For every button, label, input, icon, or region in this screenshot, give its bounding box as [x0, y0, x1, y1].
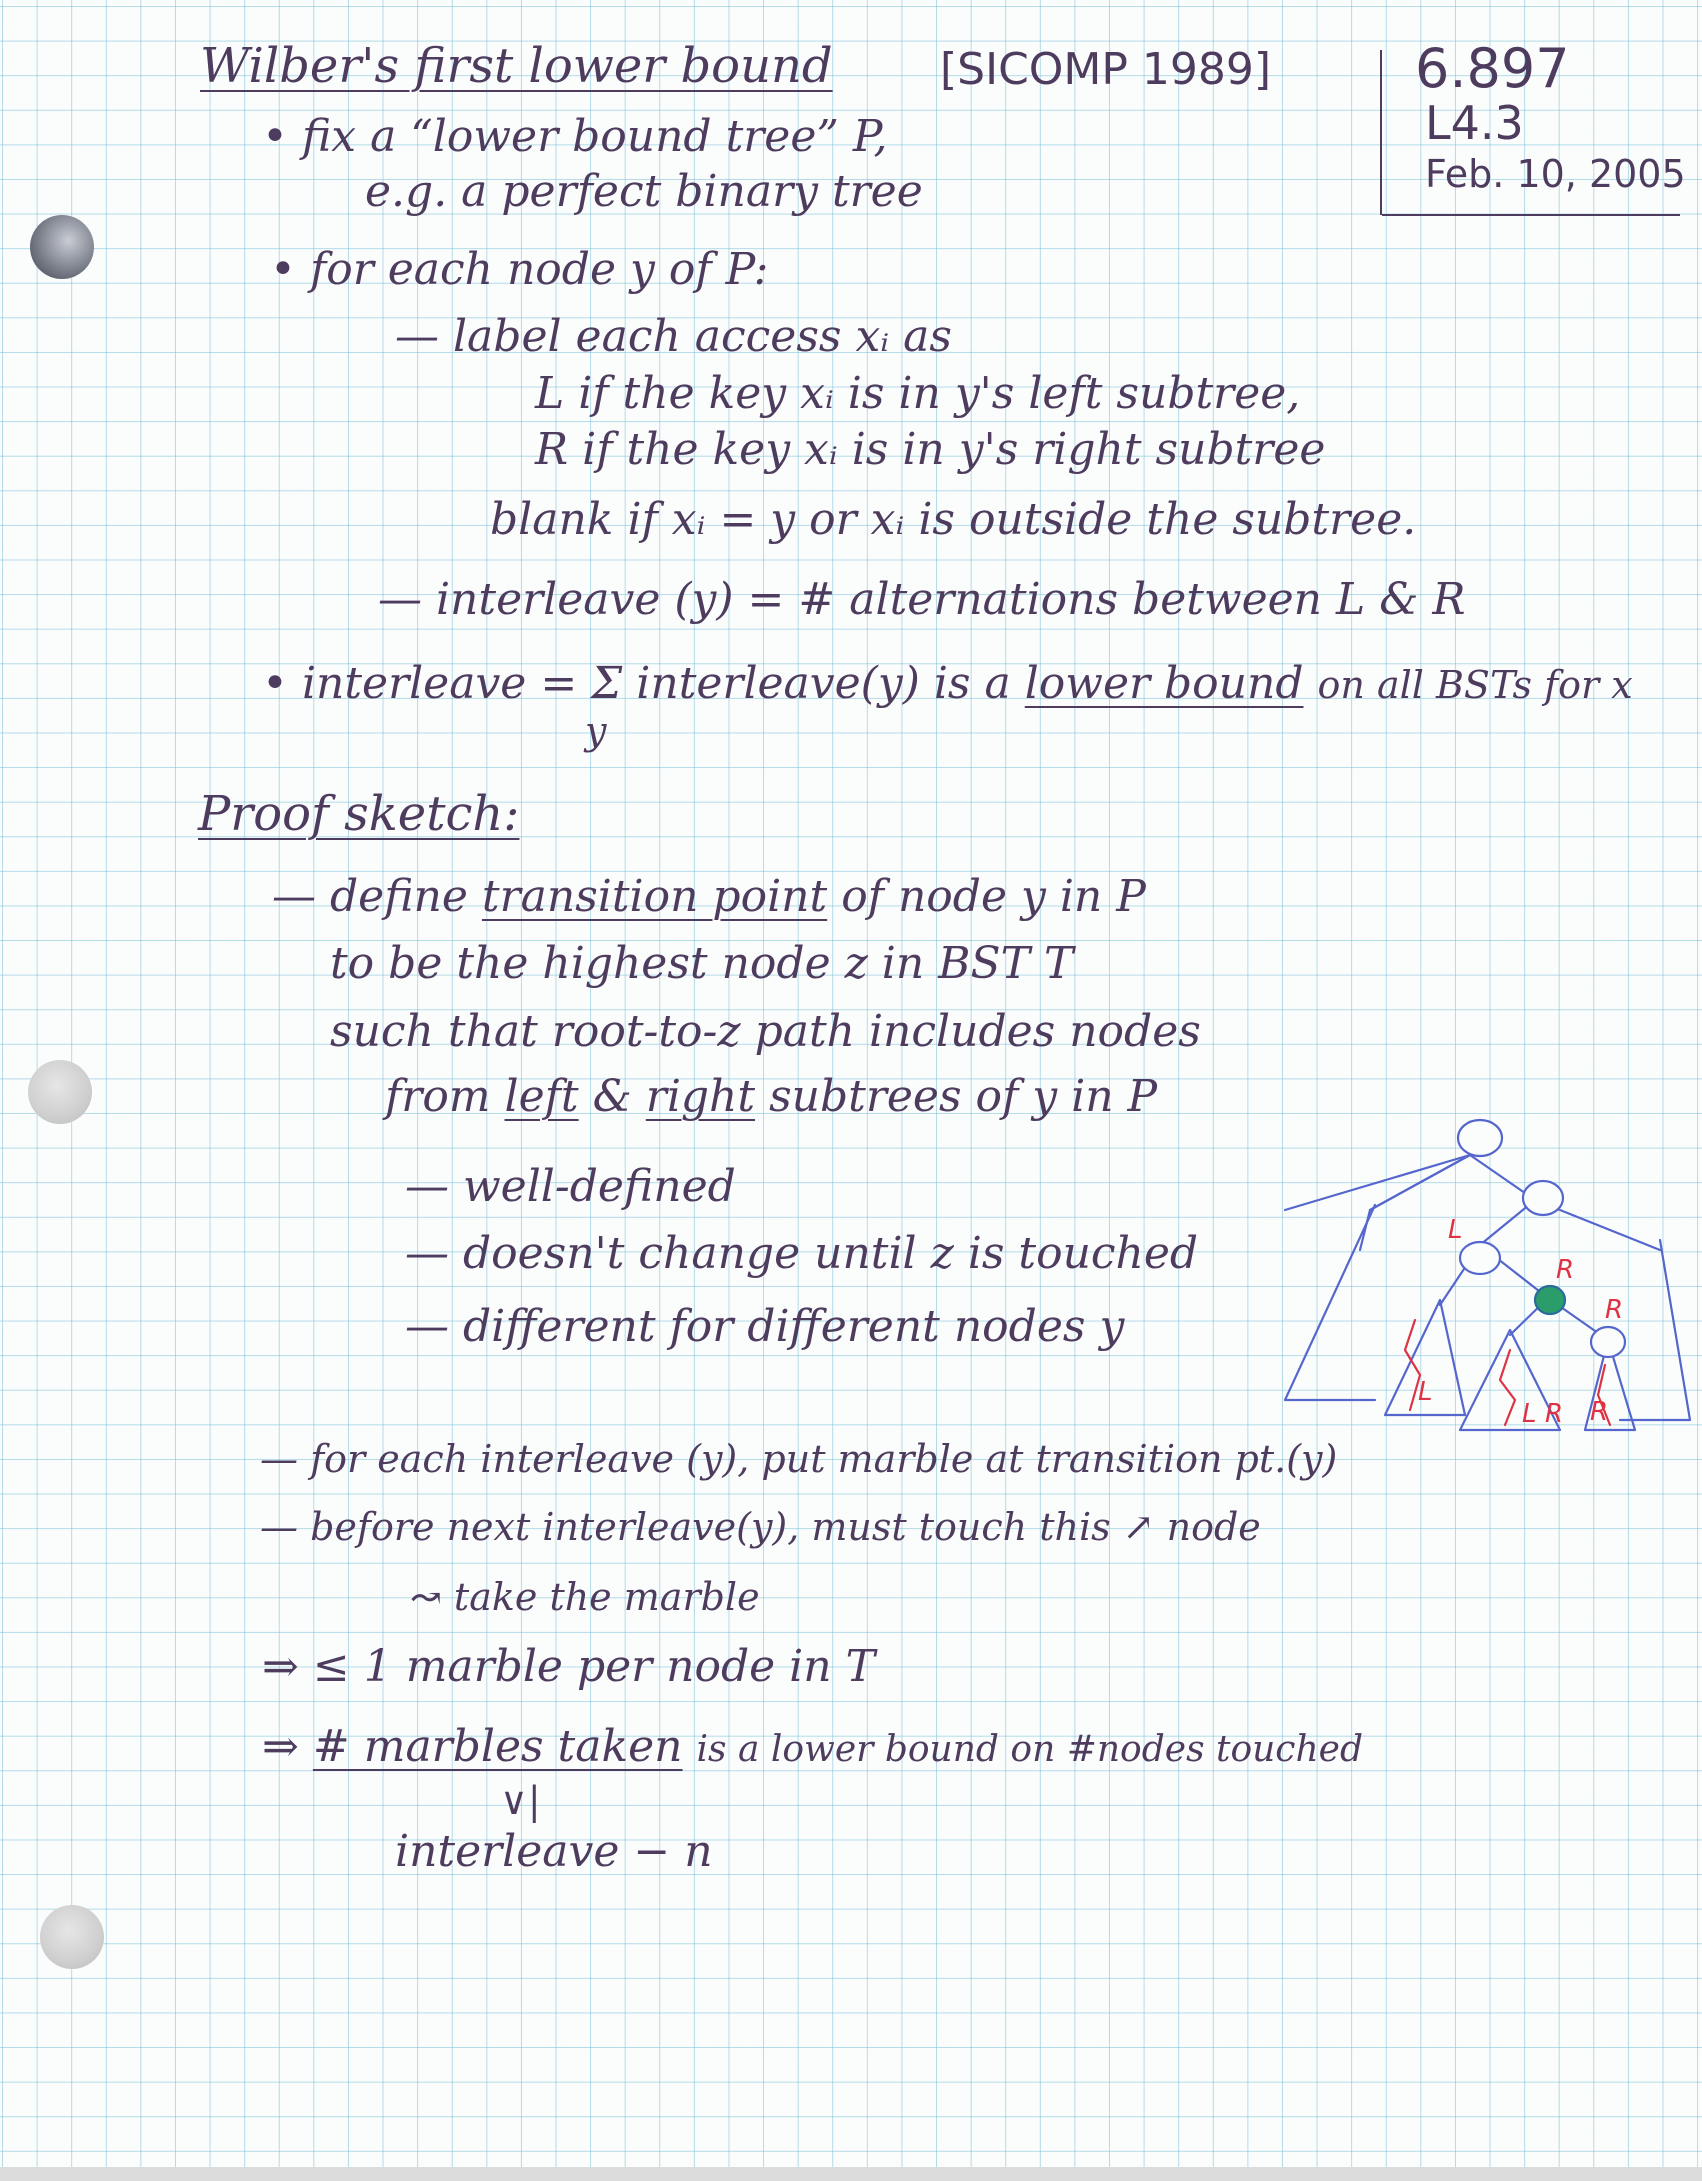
diagram-label-l: L: [1448, 1215, 1463, 1245]
tree-edge: [1285, 1155, 1470, 1210]
from-prefix: from: [385, 1071, 491, 1122]
define-prefix: — define: [272, 871, 468, 922]
r-line: R if the key xᵢ is in y's right subtree: [535, 424, 1326, 475]
interleave-sum-suffix: on all BSTs for x: [1317, 663, 1633, 707]
define-suffix: of node y in P: [841, 871, 1146, 922]
sum-index: y: [585, 709, 607, 753]
tree-edge: [1370, 1155, 1470, 1210]
geq-symbol: ∨|: [500, 1779, 541, 1823]
citation: [SICOMP 1989]: [940, 44, 1272, 95]
for-each-line: • for each node y of P:: [270, 244, 769, 295]
label-line: — label each access xᵢ as: [395, 311, 952, 362]
take-marble-line: ↝ take the marble: [410, 1575, 760, 1619]
page-title: Wilber's first lower bound: [200, 38, 833, 94]
transition-node: [1535, 1286, 1565, 1314]
such-that-line: such that root-to-z path includes nodes: [330, 1006, 1201, 1057]
from-suffix: subtrees of y in P: [769, 1071, 1158, 1122]
blank-line: blank if xᵢ = y or xᵢ is outside the subtree.: [490, 494, 1417, 545]
marbles-suffix: is a lower bound on #nodes touched: [696, 1729, 1364, 1770]
diagram-label-l: L: [1522, 1399, 1537, 1429]
proof-heading: Proof sketch:: [198, 786, 520, 842]
transition-point-term: transition point: [481, 871, 828, 922]
l-line: L if the key xᵢ is in y's left subtree,: [535, 368, 1301, 419]
final-bound: interleave − n: [395, 1826, 713, 1877]
scan-edge: [0, 2167, 1702, 2181]
well-defined-item: — well-defined: [405, 1161, 736, 1212]
tree-node: [1460, 1242, 1500, 1274]
le-one-line: ⇒ ≤ 1 marble per node in T: [262, 1641, 875, 1692]
interleave-sum-prefix: • interleave = Σ interleave(y) is a: [262, 658, 1011, 709]
different-nodes-item: — different for different nodes y: [405, 1301, 1125, 1352]
lecture-number: L4.3: [1425, 96, 1524, 150]
right-word: right: [645, 1071, 756, 1122]
diagram-label-r: R: [1556, 1255, 1575, 1285]
lower-bound-phrase: lower bound: [1024, 658, 1304, 709]
interleave-definition: — interleave (y) = # alternations between L & R: [378, 574, 1466, 625]
diagram-label-l: L: [1418, 1377, 1433, 1407]
eg-line: e.g. a perfect binary tree: [365, 166, 923, 217]
tree-node: [1523, 1181, 1563, 1215]
to-be-line: to be the highest node z in BST T: [330, 938, 1074, 989]
marbles-arrow: ⇒: [262, 1721, 299, 1772]
marbles-taken-phrase: # marbles taken: [312, 1721, 683, 1772]
left-word: left: [504, 1071, 579, 1122]
diagram-label-r: R: [1545, 1399, 1564, 1429]
access-path: [1500, 1350, 1515, 1425]
fix-line: • fix a “lower bound tree” P,: [262, 111, 888, 162]
diagram-label-r: R: [1605, 1295, 1624, 1325]
tree-node: [1591, 1327, 1625, 1357]
for-each-interleave-line: — for each interleave (y), put marble at transition pt.(y): [260, 1437, 1338, 1481]
doesnt-change-item: — doesn't change until z is touched: [405, 1228, 1199, 1279]
ampersand: &: [592, 1071, 632, 1122]
tree-node: [1458, 1120, 1502, 1156]
course-number: 6.897: [1415, 37, 1570, 100]
lecture-date: Feb. 10, 2005: [1425, 152, 1686, 196]
before-next-line: — before next interleave(y), must touch this ↗ node: [260, 1505, 1261, 1549]
diagram-label-r: R: [1590, 1397, 1609, 1427]
